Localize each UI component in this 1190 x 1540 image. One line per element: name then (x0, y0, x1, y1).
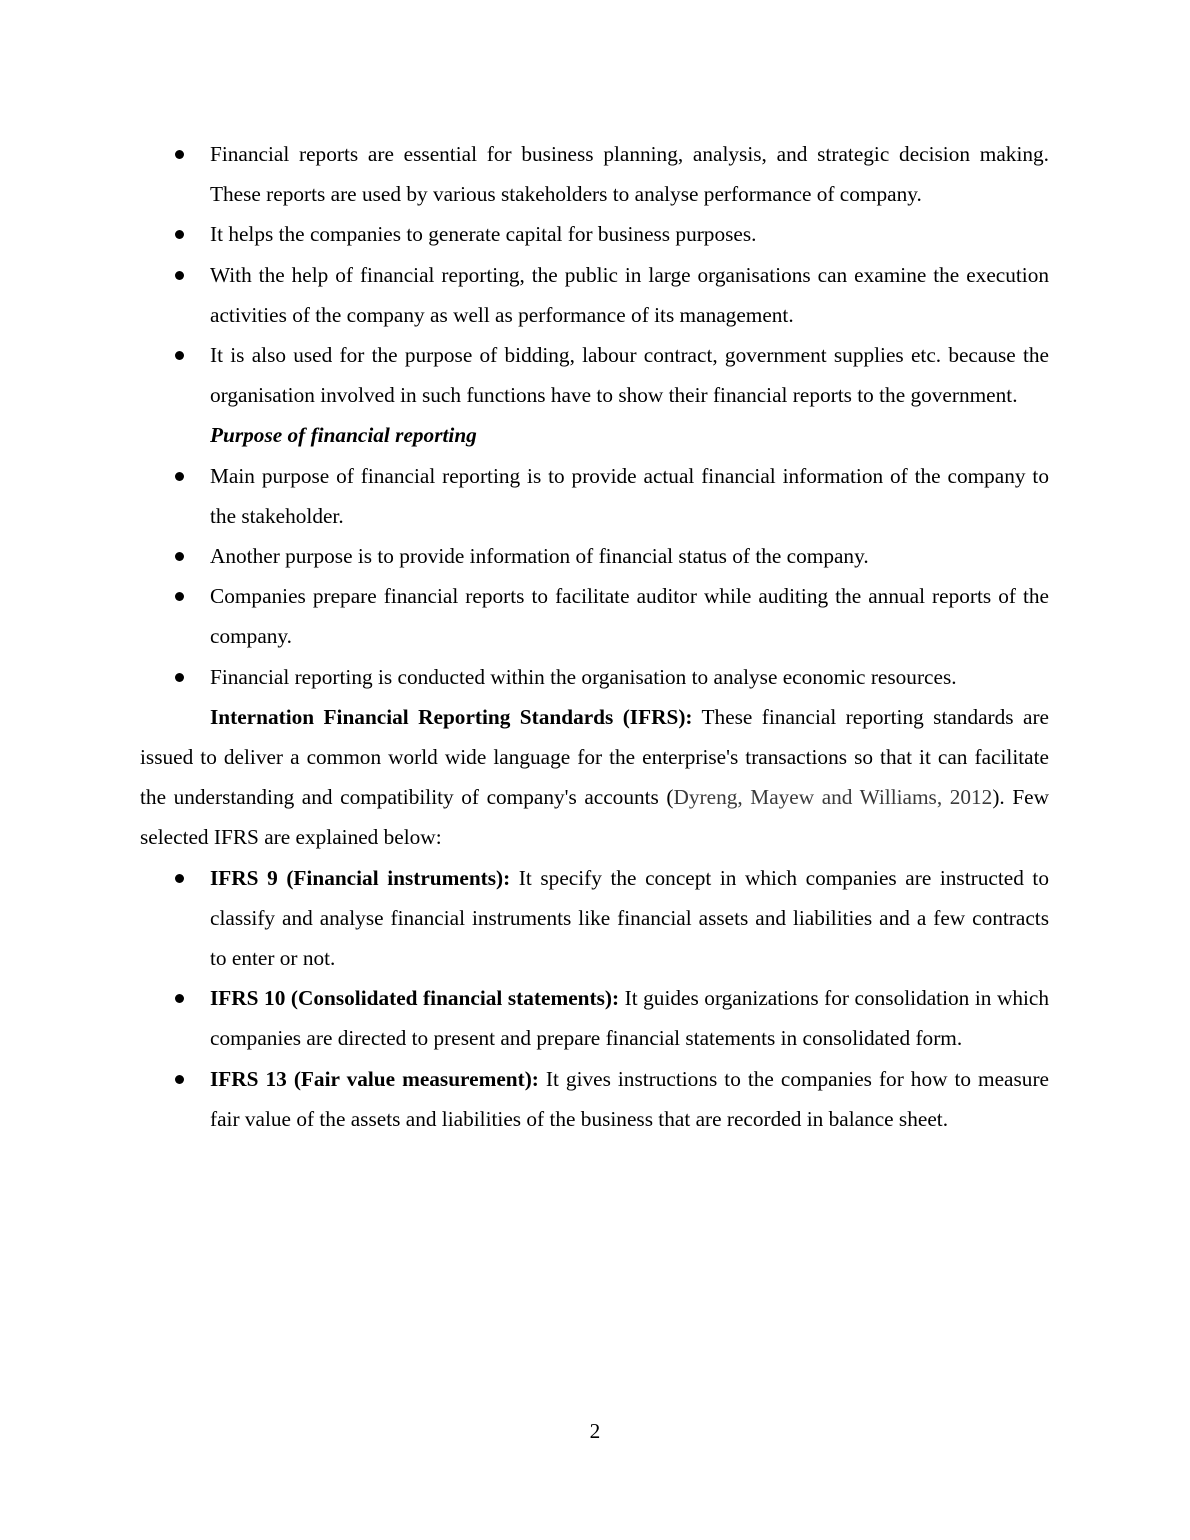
bullet-icon (175, 351, 184, 360)
bullet-icon (175, 673, 184, 682)
ifrs-item-term: IFRS 9 (Financial instruments): (210, 865, 511, 890)
list-item-text: Companies prepare financial reports to facilitate auditor while auditing the annual reports of the company. (210, 584, 1049, 649)
list-item (140, 456, 1049, 536)
ifrs-paragraph (140, 697, 1049, 858)
list-item-text: With the help of financial reporting, the public in large organisations can examine the execution activities of the company as well as performance of its management. (210, 262, 1049, 327)
ifrs-item-text: It guides organizations for consolidation in which companies are directed to present and prepare financial statements in consolidated form. (210, 986, 1049, 1051)
list-item (140, 214, 1049, 254)
bullet-icon (175, 1075, 184, 1084)
bullet-icon (175, 552, 184, 561)
page-content (140, 134, 1049, 1139)
bullet-icon (175, 994, 184, 1003)
purpose-bullet-list (140, 456, 1049, 697)
ifrs-text-before: These financial reporting standards are issued to deliver a common world wide language for the enterprise's transactions so that it can facilitate the understanding and compatibility of company's accounts ( (140, 704, 1049, 810)
bullet-icon (175, 472, 184, 481)
page-number: 2 (589, 1419, 601, 1443)
ifrs-term: Internation Financial Reporting Standards (IFRS): (210, 704, 693, 729)
bullet-icon (175, 874, 184, 883)
list-item (140, 576, 1049, 656)
ifrs-item-text: It specify the concept in which companies are instructed to classify and analyse financial instruments like financial assets and liabilities and a few contracts to enter or not. (210, 865, 1049, 971)
bullet-icon (175, 150, 184, 159)
bullet-icon (175, 592, 184, 601)
ifrs-item-text: It gives instructions to the companies for how to measure fair value of the assets and liabilities of the business that are recorded in balance sheet. (210, 1066, 1049, 1131)
list-item-text: Main purpose of financial reporting is to provide actual financial information of the company to the stakeholder. (210, 463, 1049, 528)
list-item (140, 134, 1049, 214)
bullet-icon (175, 230, 184, 239)
purpose-heading: Purpose of financial reporting (210, 423, 477, 448)
list-item-text: Financial reports are essential for business planning, analysis, and strategic decision making. These reports are used by various stakeholders to analyse performance of company. (210, 142, 1049, 207)
ifrs-item-term: IFRS 10 (Consolidated financial statements): (210, 986, 620, 1011)
ifrs-item-term: IFRS 13 (Fair value measurement): (210, 1066, 539, 1091)
list-item (140, 858, 1049, 979)
list-item-text: Another purpose is to provide information of financial status of the company. (210, 544, 869, 569)
intro-bullet-list (140, 134, 1049, 415)
list-item (140, 1059, 1049, 1139)
list-item-text: It is also used for the purpose of bidding, labour contract, government supplies etc. because the organisation involved in such functions have to show their financial reports to the government. (210, 343, 1049, 408)
list-item-text: It helps the companies to generate capital for business purposes. (210, 222, 757, 247)
list-item-text: Financial reporting is conducted within the organisation to analyse economic resources. (210, 664, 957, 689)
list-item (140, 335, 1049, 415)
ifrs-bullet-list (140, 858, 1049, 1139)
bullet-icon (175, 271, 184, 280)
list-item (140, 657, 1049, 697)
list-item (140, 978, 1049, 1058)
list-item (140, 255, 1049, 335)
citation: Dyreng, Mayew and Williams, 2012 (673, 785, 993, 810)
list-item (140, 536, 1049, 576)
ifrs-text-after: ). Few selected IFRS are explained below: (140, 785, 1050, 850)
